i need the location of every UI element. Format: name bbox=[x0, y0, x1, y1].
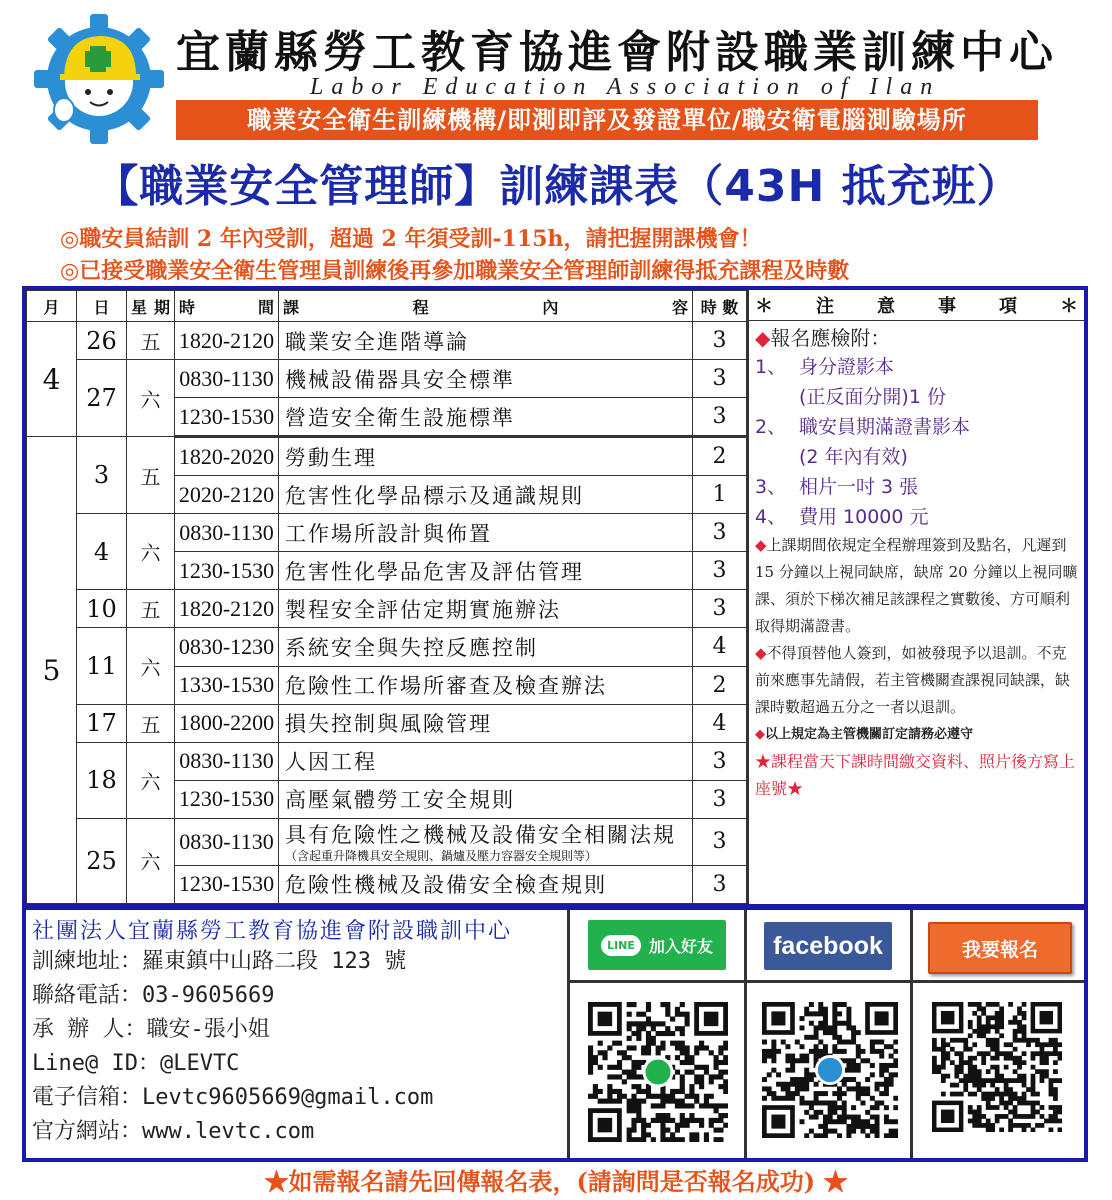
course-cell: 危險性機械及設備安全檢查規則 bbox=[279, 865, 693, 903]
requirement-item bbox=[755, 502, 1078, 532]
line-badge-icon: LINE bbox=[601, 935, 641, 956]
notes-header-star-left: ＊ bbox=[755, 296, 773, 317]
divider bbox=[744, 910, 747, 1158]
rule-sign-in bbox=[755, 640, 1078, 721]
bottom-notice: ★如需報名請先回傳報名表，(請詢問是否報名成功) ★ bbox=[264, 1167, 848, 1196]
course-cell: 損失控制與風險管理 bbox=[279, 704, 693, 742]
requirement-number: 4、 bbox=[755, 506, 787, 528]
time-cell: 1230-1530 bbox=[175, 865, 279, 903]
course-cell: 機械設備器具安全標準 bbox=[279, 360, 693, 398]
header-time-a: 時 bbox=[179, 297, 196, 317]
rule-attendance bbox=[755, 532, 1078, 640]
rule-compliance bbox=[755, 721, 1078, 748]
diamond-icon: ◆ bbox=[755, 536, 767, 554]
notes-header-star-right: ＊ bbox=[1060, 296, 1078, 317]
contact-phone: 聯絡電話：03-9605669 bbox=[32, 983, 275, 1008]
weekday-cell: 五 bbox=[127, 590, 175, 628]
notes-header-word-2: 意 bbox=[877, 296, 895, 317]
course-cell: 危險性工作場所審查及檢查辦法 bbox=[279, 666, 693, 704]
header-time-b: 間 bbox=[257, 297, 274, 317]
hours-cell: 3 bbox=[693, 818, 747, 865]
time-cell: 1230-1530 bbox=[175, 780, 279, 818]
course-title: 具有危險性之機械及設備安全相關法規 bbox=[285, 823, 676, 848]
hours-cell: 1 bbox=[693, 476, 747, 514]
course-cell: 危害性化學品標示及通識規則 bbox=[279, 476, 693, 514]
rule-compliance-text: 以上規定為主管機關訂定請務必遵守 bbox=[765, 727, 974, 742]
time-cell: 0830-1230 bbox=[175, 628, 279, 666]
day-cell: 26 bbox=[77, 322, 127, 360]
contact-person: 承 辦 人：職安-張小姐 bbox=[32, 1017, 270, 1042]
hours-cell: 3 bbox=[693, 398, 747, 437]
table-row bbox=[27, 322, 747, 360]
header-day: 日 bbox=[77, 291, 127, 322]
hours-cell: 4 bbox=[693, 628, 747, 666]
header-course bbox=[279, 291, 693, 322]
requirement-item bbox=[755, 352, 1078, 382]
line-qr-code[interactable] bbox=[588, 1002, 728, 1142]
header-course-a: 課 bbox=[283, 297, 300, 317]
notes-header-word-3: 事 bbox=[938, 296, 956, 317]
requirement-number: 3、 bbox=[755, 476, 787, 498]
weekday-cell: 五 bbox=[127, 437, 175, 514]
organization-name-english: Labor Education Association of Ilan bbox=[310, 74, 941, 100]
rule-sign-in-text: 不得頂替他人簽到，如被發現予以退訓。不克前來應事先請假，若主管機關查課視同缺課，缺課時數超過五分之一者以退訓。 bbox=[755, 644, 1071, 716]
hours-cell: 2 bbox=[693, 666, 747, 704]
line-id: Line@ ID：@LEVTC bbox=[32, 1051, 240, 1076]
page-title: 【職業安全管理師】訓練課表（43H 抵充班） bbox=[94, 161, 1022, 212]
day-cell: 3 bbox=[77, 437, 127, 514]
table-row bbox=[27, 360, 747, 398]
training-address: 訓練地址：羅東鎮中山路二段 123 號 bbox=[32, 949, 407, 974]
time-cell: 2020-2120 bbox=[175, 476, 279, 514]
hours-cell: 3 bbox=[693, 514, 747, 552]
time-cell: 1820-2120 bbox=[175, 590, 279, 628]
diamond-icon: ◆ bbox=[755, 644, 767, 662]
hours-cell: 3 bbox=[693, 742, 747, 780]
course-cell: 高壓氣體勞工安全規則 bbox=[279, 780, 693, 818]
hours-cell: 3 bbox=[693, 780, 747, 818]
diamond-icon: ◆ bbox=[755, 727, 765, 742]
course-cell: 勞動生理 bbox=[279, 437, 693, 476]
course-cell bbox=[279, 818, 693, 865]
contact-email[interactable]: 電子信箱：Levtc9605669@gmail.com bbox=[32, 1085, 434, 1110]
time-cell: 1800-2200 bbox=[175, 704, 279, 742]
day-cell: 10 bbox=[77, 590, 127, 628]
time-cell: 1330-1530 bbox=[175, 666, 279, 704]
course-cell: 製程安全評估定期實施辦法 bbox=[279, 590, 693, 628]
weekday-cell: 六 bbox=[127, 742, 175, 818]
table-row bbox=[27, 628, 747, 666]
time-cell: 1820-2120 bbox=[175, 322, 279, 360]
requirements-title bbox=[755, 325, 1078, 352]
weekday-cell: 六 bbox=[127, 818, 175, 903]
requirements-list bbox=[755, 352, 1078, 532]
official-website[interactable]: 官方網站：www.levtc.com bbox=[32, 1119, 315, 1144]
header-hours: 時 數 bbox=[693, 291, 747, 322]
contact-panel bbox=[22, 906, 1088, 1162]
weekday-cell: 五 bbox=[127, 704, 175, 742]
schedule-panel bbox=[22, 286, 1088, 908]
day-cell: 17 bbox=[77, 704, 127, 742]
table-row bbox=[27, 818, 747, 865]
header-weekday-a: 星 bbox=[131, 297, 148, 317]
time-cell: 0830-1130 bbox=[175, 514, 279, 552]
requirement-detail: (正反面分開)1 份 bbox=[799, 386, 946, 408]
hours-cell: 3 bbox=[693, 590, 747, 628]
requirement-text: 身分證影本 bbox=[799, 356, 895, 378]
course-cell: 危害性化學品危害及評估管理 bbox=[279, 552, 693, 590]
weekday-cell: 六 bbox=[127, 514, 175, 590]
diamond-icon: ◆ bbox=[755, 326, 771, 350]
requirement-text: 相片一吋 3 張 bbox=[799, 476, 919, 498]
day-cell: 4 bbox=[77, 514, 127, 590]
course-cell: 工作場所設計與佈置 bbox=[279, 514, 693, 552]
rule-attendance-text: 上課期間依規定全程辦理簽到及點名，凡遲到 15 分鐘以上視同缺席，缺席 20 分鐘以上視同曠課、須於下梯次補足該課程之實數後、方可順利取得期滿證書。 bbox=[755, 536, 1078, 635]
logo-gear-helmet bbox=[30, 10, 168, 148]
requirement-item bbox=[755, 472, 1078, 502]
header-weekday-b: 期 bbox=[153, 297, 170, 317]
hours-cell: 3 bbox=[693, 865, 747, 903]
header-weekday bbox=[127, 291, 175, 322]
course-cell: 系統安全與失控反應控制 bbox=[279, 628, 693, 666]
time-cell: 0830-1130 bbox=[175, 818, 279, 865]
notice-line-2: ◎已接受職業安全衛生管理員訓練後再參加職業安全管理師訓練得抵充課程及時數 bbox=[60, 258, 850, 284]
header-course-c: 內 bbox=[542, 297, 559, 317]
time-cell: 1820-2020 bbox=[175, 437, 279, 476]
divider bbox=[910, 910, 913, 1158]
weekday-cell: 五 bbox=[127, 322, 175, 360]
organization-name: 宜蘭縣勞工教育協進會附設職業訓練中心 bbox=[176, 27, 1058, 78]
notes-panel bbox=[746, 290, 1084, 904]
course-cell: 職業安全進階導論 bbox=[279, 322, 693, 360]
contact-info bbox=[26, 910, 570, 1158]
line-add-friend-label: 加入好友 bbox=[648, 936, 713, 956]
course-subtitle: （含起重升降機具安全規則、鍋爐及壓力容器安全規則等） bbox=[285, 849, 598, 864]
hours-cell: 3 bbox=[693, 360, 747, 398]
hours-cell: 3 bbox=[693, 322, 747, 360]
table-row bbox=[27, 742, 747, 780]
facebook-button[interactable]: facebook bbox=[764, 922, 892, 970]
notice-line-1: ◎職安員結訓 2 年內受訓，超過 2 年須受訓-115h，請把握開課機會！ bbox=[60, 226, 762, 252]
schedule-table bbox=[26, 290, 747, 904]
table-row bbox=[27, 514, 747, 552]
requirement-text: 費用 10000 元 bbox=[799, 506, 929, 528]
day-cell: 11 bbox=[77, 628, 127, 704]
notes-header-word-1: 注 bbox=[816, 296, 834, 317]
organization-description-bar: 職業安全衛生訓練機構/即測即評及發證單位/職安衛電腦測驗場所 bbox=[176, 100, 1038, 140]
header-course-b: 程 bbox=[412, 297, 429, 317]
requirement-text: 職安員期滿證書影本 bbox=[799, 416, 971, 438]
day-cell: 25 bbox=[77, 818, 127, 903]
line-add-friend-button[interactable] bbox=[588, 920, 726, 970]
table-row bbox=[27, 590, 747, 628]
hours-cell: 2 bbox=[693, 437, 747, 476]
weekday-cell: 六 bbox=[127, 628, 175, 704]
notes-header bbox=[749, 290, 1084, 321]
hours-cell: 3 bbox=[693, 552, 747, 590]
day-cell: 27 bbox=[77, 360, 127, 437]
header-month: 月 bbox=[27, 291, 77, 322]
header-time bbox=[175, 291, 279, 322]
table-header-row bbox=[27, 291, 747, 322]
time-cell: 0830-1130 bbox=[175, 742, 279, 780]
rule-submission: ★課程當天下課時間繳交資料、照片後方寫上座號★ bbox=[755, 752, 1076, 798]
course-cell: 營造安全衛生設施標準 bbox=[279, 398, 693, 437]
requirements-title-text: 報名應檢附： bbox=[770, 326, 891, 350]
time-cell: 0830-1130 bbox=[175, 360, 279, 398]
divider bbox=[570, 980, 1084, 983]
notes-header-word-4: 項 bbox=[999, 296, 1017, 317]
header-course-d: 容 bbox=[671, 297, 688, 317]
table-row bbox=[27, 704, 747, 742]
time-cell: 1230-1530 bbox=[175, 552, 279, 590]
facebook-qr-code[interactable] bbox=[762, 1002, 898, 1138]
table-row bbox=[27, 437, 747, 476]
hours-cell: 4 bbox=[693, 704, 747, 742]
requirement-item bbox=[755, 412, 1078, 442]
signup-qr-code[interactable] bbox=[932, 1002, 1062, 1132]
time-cell: 1230-1530 bbox=[175, 398, 279, 437]
footer-organization: 社團法人宜蘭縣勞工教育協進會附設職訓中心 bbox=[32, 919, 513, 944]
month-cell: 4 bbox=[27, 322, 77, 437]
day-cell: 18 bbox=[77, 742, 127, 818]
weekday-cell: 六 bbox=[127, 360, 175, 437]
month-cell: 5 bbox=[27, 437, 77, 904]
requirement-number: 2、 bbox=[755, 416, 787, 438]
requirement-number: 1、 bbox=[755, 356, 787, 378]
requirement-detail: (2 年內有效) bbox=[799, 446, 908, 468]
course-cell: 人因工程 bbox=[279, 742, 693, 780]
signup-button[interactable]: 我要報名 bbox=[928, 922, 1072, 974]
notes-body bbox=[749, 321, 1084, 806]
